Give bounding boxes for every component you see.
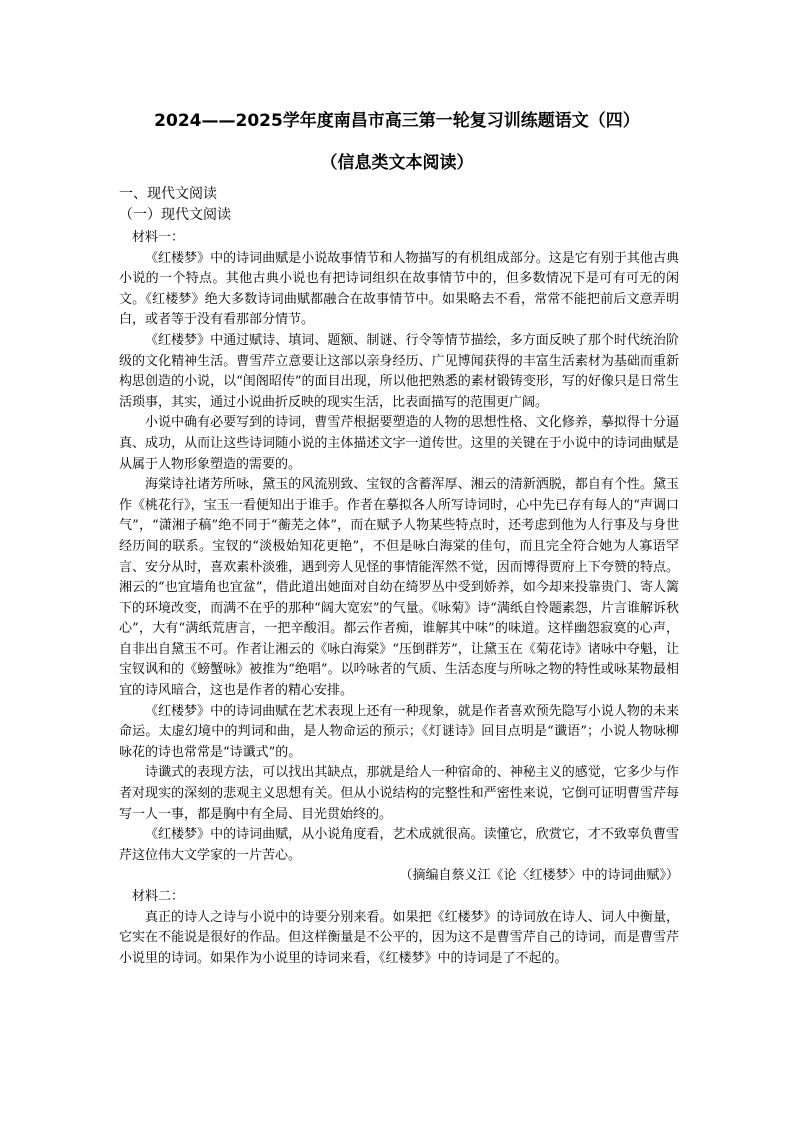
paragraph: 《红楼梦》中的诗词曲赋，从小说角度看，艺术成就很高。读懂它，欣赏它，才不致辜负曹雪芹这位伟大文学家的一片苦心。 <box>119 827 679 863</box>
paragraph: 《红楼梦》中的诗词曲赋是小说故事情节和人物描写的有机组成部分。这是它有别于其他古典小说的一个特点。其他古典小说也有把诗词组织在故事情节中的，但多数情况下是可有可无的闲文。《红楼梦》绝大多数诗词曲赋都融合在故事情节中。如果略去不看，常常不能把前后文意弄明白，或者等于没有看那部分情节。 <box>119 250 679 328</box>
document-title: 2024——2025学年度南昌市高三第一轮复习训练题语文（四） <box>154 111 640 131</box>
paragraph: 诗谶式的表现方法，可以找出其缺点，那就是给人一种宿命的、神秘主义的感觉，它多少与作者对现实的深刻的悲观主义思想有关。但从小说结构的完整性和严密性来说，它倒可证明曹雪芹每写一人一事，都是胸中有全局、目光贯始终的。 <box>119 765 679 822</box>
article-body <box>119 228 679 969</box>
paragraph: 海棠诗社诸芳所咏，黛玉的风流别致、宝钗的含蓄浑厚、湘云的清新洒脱，都自有个性。黛玉作《桃花行》，宝玉一看便知出于谁手。作者在摹拟各人所写诗词时，心中先已存有每人的“声调口气”，“潇湘子稿”绝不同于“蘅芜之体”，而在赋予人物某些特点时，还考虑到他为人行事及与身世经历间的联系。宝钗的“淡极始知花更艳”，不但是咏白海棠的佳句，而且完全符合她为人寡语罕言、安分从时，喜欢素朴淡雅，遇到旁人见怪的事情能浑然不觉，因而博得贾府上下夸赞的特点。湘云的“也宜墙角也宜盆”，借此道出她面对自幼在绮罗丛中受到娇养，如今却来投靠贵门、寄人篱下的环境改变，而满不在乎的那种“阔大宽宏”的气量。《咏菊》诗“满纸自怜题素怨，片言谁解诉秋心”，大有“满纸荒唐言，一把辛酸泪。都云作者痴，谁解其中味”的味道。这样幽怨寂寞的心声，自非出自黛玉不可。作者让湘云的《咏白海棠》“压倒群芳”，让黛玉在《菊花诗》诸咏中夺魁，让宝钗讽和的《螃蟹咏》被推为“绝唱”。以吟咏者的气质、生活态度与所咏之物的特性或咏某物最相宜的诗风暗合，这也是作者的精心安排。 <box>119 477 679 699</box>
material-one-label: 材料一： <box>132 230 185 245</box>
source-citation: （摘编自蔡义江《论〈红楼梦〉中的诗词曲赋》） <box>399 868 679 884</box>
paragraph: 真正的诗人之诗与小说中的诗要分别来看。如果把《红楼梦》的诗词放在诗人、词人中衡量，它实在不能说是很好的作品。但这样衡量是不公平的，因为这不是曹雪芹自己的诗词，而是曹雪芹小说里的诗词。如果作为小说里的诗词来看，《红楼梦》中的诗词是了不起的。 <box>119 909 679 966</box>
material-two-label: 材料二： <box>132 889 185 904</box>
subsection-heading: （一）现代文阅读 <box>119 207 231 223</box>
paragraph: 《红楼梦》中通过赋诗、填词、题额、制谜、行令等情节描绘，多方面反映了那个时代统治阶级的文化精神生活。曹雪芹立意要让这部以亲身经历、广见博闻获得的丰富生活素材为基础而重新构思创造的小说，以“闺阁昭传”的面目出现，所以他把熟悉的素材锻铸变形，写的好像只是日常生活琐事，其实，通过小说曲折反映的现实生活，比表面描写的范围更广阔。 <box>119 332 679 410</box>
section-heading: 一、现代文阅读 <box>119 186 217 202</box>
paragraph: 小说中确有必要写到的诗词，曹雪芹根据要塑造的人物的思想性格、文化修养，摹拟得十分逼真、成功，从而让这些诗词随小说的主体描述文字一道传世。这里的关键在于小说中的诗词曲赋是从属于人物形象塑造的需要的。 <box>119 415 679 472</box>
document-subtitle: （信息类文本阅读） <box>320 153 474 173</box>
paragraph: 《红楼梦》中的诗词曲赋在艺术表现上还有一种现象，就是作者喜欢预先隐写小说人物的未来命运。太虚幻境中的判词和曲，是人物命运的预示；《灯谜诗》回目点明是“谶语”；小说人物咏柳咏花的诗也常常是“诗谶式”的。 <box>119 703 679 760</box>
